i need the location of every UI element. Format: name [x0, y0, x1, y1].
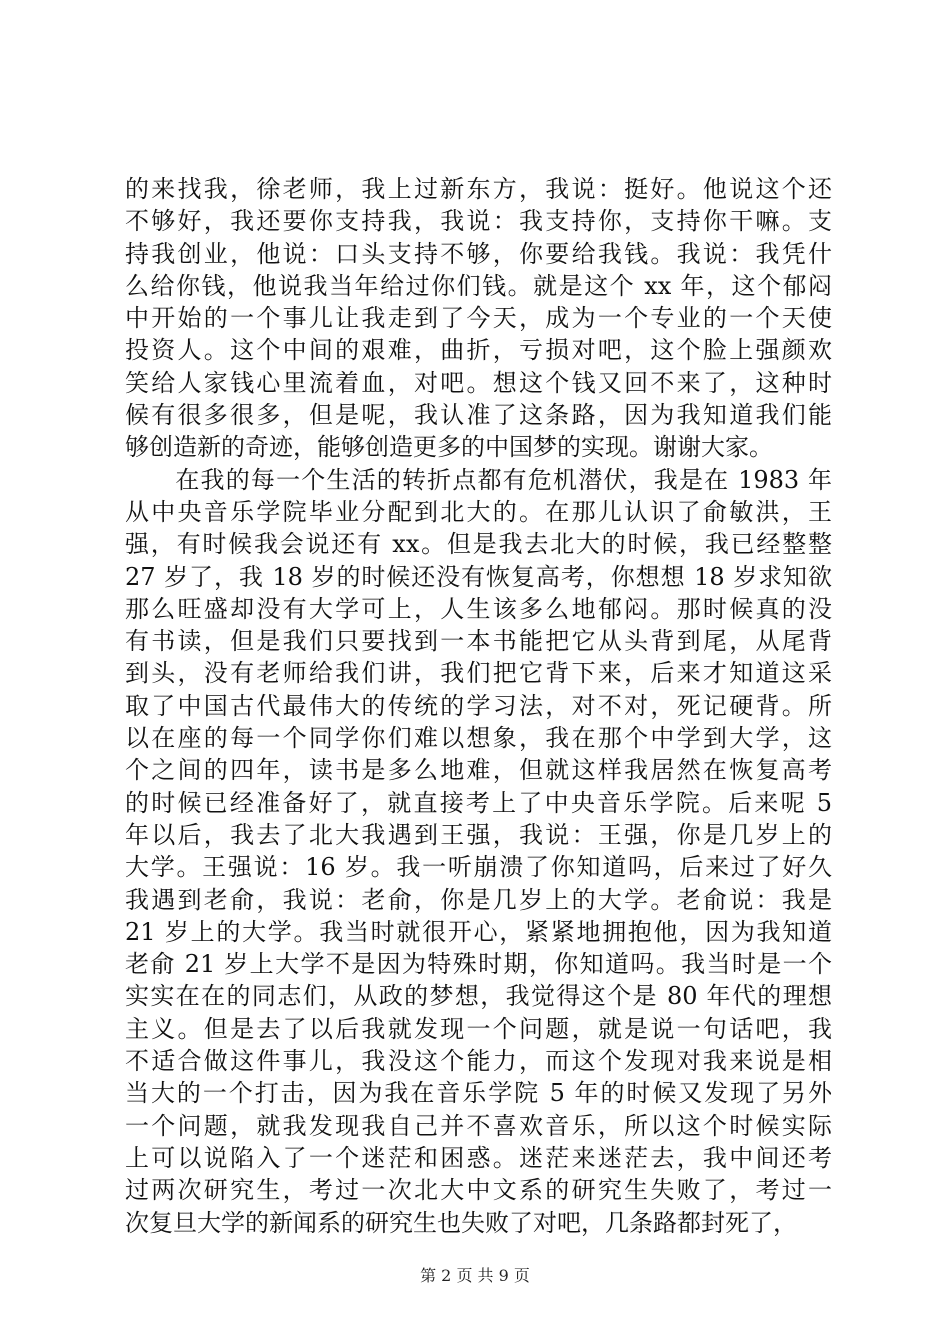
document-body — [125, 173, 832, 1239]
text-line: 当大的一个打击，因为我在音乐学院 5 年的时候又发现了另外 — [125, 1079, 832, 1108]
text-line: 候有很多很多，但是呢，我认准了这条路，因为我知道我们能 — [125, 401, 832, 430]
text-line: 强，有时候我会说还有 xx。但是我去北大的时候，我已经整整 — [125, 530, 832, 559]
text-line: 次复旦大学的新闻系的研究生也失败了对吧，几条路都封死了， — [125, 1208, 797, 1237]
text-line: 27 岁了，我 18 岁的时候还没有恢复高考，你想想 18 岁求知欲 — [125, 562, 832, 591]
text-line: 不够好，我还要你支持我，我说：我支持你，支持你干嘛。支 — [125, 207, 832, 236]
text-line: 那么旺盛却没有大学可上，人生该多么地郁闷。那时候真的没 — [125, 594, 832, 623]
paragraph — [125, 464, 832, 1239]
text-line: 从中央音乐学院毕业分配到北大的。在那儿认识了俞敏洪，王 — [125, 497, 832, 526]
text-line: 到头，没有老师给我们讲，我们把它背下来，后来才知道这采 — [125, 659, 832, 688]
text-line: 21 岁上的大学。我当时就很开心，紧紧地拥抱他，因为我知道 — [125, 917, 832, 946]
text-line: 的时候已经准备好了，就直接考上了中央音乐学院。后来呢 5 — [125, 788, 832, 817]
text-line: 持我创业，他说：口头支持不够，你要给我钱。我说：我凭什 — [125, 239, 832, 268]
text-line: 么给你钱，他说我当年给过你们钱。就是这个 xx 年，这个郁闷 — [125, 271, 832, 300]
text-line: 实实在在的同志们，从政的梦想，我觉得这个是 80 年代的理想 — [125, 982, 832, 1011]
text-line: 主义。但是去了以后我就发现一个问题，就是说一句话吧，我 — [125, 1014, 832, 1043]
text-line: 在我的每一个生活的转折点都有危机潜伏，我是在 1983 年 — [125, 465, 832, 494]
text-line: 的来找我，徐老师，我上过新东方，我说：挺好。他说这个还 — [125, 175, 832, 203]
text-line: 不适合做这件事儿，我没这个能力，而这个发现对我来说是相 — [125, 1047, 832, 1076]
text-line: 够创造新的奇迹，能够创造更多的中国梦的实现。谢谢大家。 — [125, 433, 773, 462]
text-line: 有书读，但是我们只要找到一本书能把它从头背到尾，从尾背 — [125, 627, 832, 656]
text-line: 取了中国古代最伟大的传统的学习法，对不对，死记硬背。所 — [125, 691, 832, 720]
text-line: 以在座的每一个同学你们难以想象，我在那个中学到大学，这 — [125, 724, 832, 753]
text-line: 大学。王强说：16 岁。我一听崩溃了你知道吗，后来过了好久 — [125, 853, 832, 882]
text-line: 中开始的一个事儿让我走到了今天，成为一个专业的一个天使 — [125, 304, 832, 333]
text-line: 年以后，我去了北大我遇到王强，我说：王强，你是几岁上的 — [125, 820, 832, 849]
text-line: 投资人。这个中间的艰难，曲折，亏损对吧，这个脸上强颜欢 — [125, 336, 832, 365]
text-line: 个之间的四年，读书是多么地难，但就这样我居然在恢复高考 — [125, 756, 832, 785]
page-footer: 第 2 页 共 9 页 — [420, 1266, 530, 1285]
text-line: 笑给人家钱心里流着血，对吧。想这个钱又回不来了，这种时 — [125, 368, 832, 397]
text-line: 上可以说陷入了一个迷茫和困惑。迷茫来迷茫去，我中间还考 — [125, 1143, 832, 1172]
text-line: 一个问题，就我发现我自己并不喜欢音乐，所以这个时候实际 — [125, 1111, 832, 1140]
paragraph — [125, 173, 832, 464]
text-line: 过两次研究生，考过一次北大中文系的研究生失败了，考过一 — [125, 1176, 832, 1205]
text-line: 老俞 21 岁上大学不是因为特殊时期，你知道吗。我当时是一个 — [125, 950, 832, 979]
text-line: 我遇到老俞，我说：老俞，你是几岁上的大学。老俞说：我是 — [125, 885, 832, 914]
